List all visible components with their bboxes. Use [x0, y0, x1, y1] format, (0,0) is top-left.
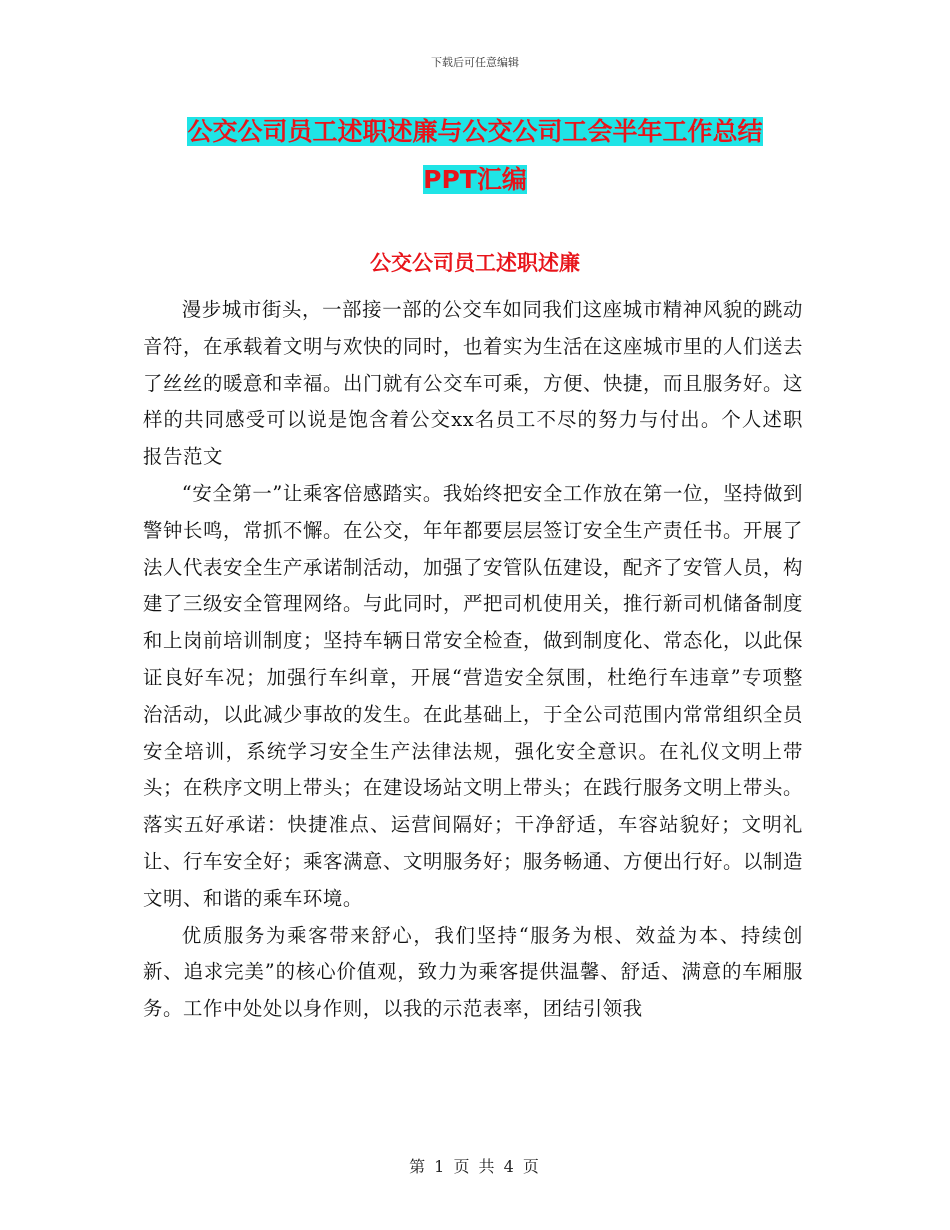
page-footer: 第 1 页 共 4 页: [409, 1157, 541, 1176]
paragraph: “安全第一”让乘客倍感踏实。我始终把安全工作放在第一位，坚持做到警钟长鸣，常抓不懈。在公交，年年都要层层签订安全生产责任书。开展了法人代表安全生产承诺制活动，加强了安管队伍建设，配齐了安管人员，构建了三级安全管理网络。与此同时，严把司机使用关，推行新司机储备制度和上岗前培训制度；坚持车辆日常安全检查，做到制度化、常态化，以此保证良好车况；加强行车纠章，开展“营造安全氛围，杜绝行车违章”专项整治活动，以此减少事故的发生。在此基础上，于全公司范围内常常组织全员安全培训，系统学习安全生产法律法规，强化安全意识。在礼仪文明上带头；在秩序文明上带头；在建设场站文明上带头；在践行服务文明上带头。落实五好承诺：快捷准点、运营间隔好；干净舒适，车容站貌好；文明礼让、行车安全好；乘客满意、文明服务好；服务畅通、方便出行好。以制造文明、和谐的乘车环境。: [143, 481, 803, 910]
paragraph: 优质服务为乘客带来舒心，我们坚持“服务为根、效益为本、持续创新、追求完美”的核心价值观，致力为乘客提供温馨、舒适、满意的车厢服务。工作中处处以身作则，以我的示范表率，团结引领我: [143, 923, 803, 1021]
body-text: [143, 292, 803, 1028]
header-note: 下载后可任意编辑: [431, 56, 519, 69]
document-title-line2: PPT汇编: [423, 165, 527, 194]
paragraph: 漫步城市街头，一部接一部的公交车如同我们这座城市精神风貌的跳动音符，在承载着文明与欢快的同时，也着实为生活在这座城市里的人们送去了丝丝的暖意和幸福。出门就有公交车可乘，方便、快捷，而且服务好。这样的共同感受可以说是饱含着公交xx名员工不尽的努力与付出。个人述职报告范文: [143, 298, 803, 469]
document-title-line1: 公交公司员工述职述廉与公交公司工会半年工作总结: [187, 117, 763, 146]
section-title: 公交公司员工述职述廉: [370, 251, 580, 275]
document-title: [140, 108, 810, 204]
